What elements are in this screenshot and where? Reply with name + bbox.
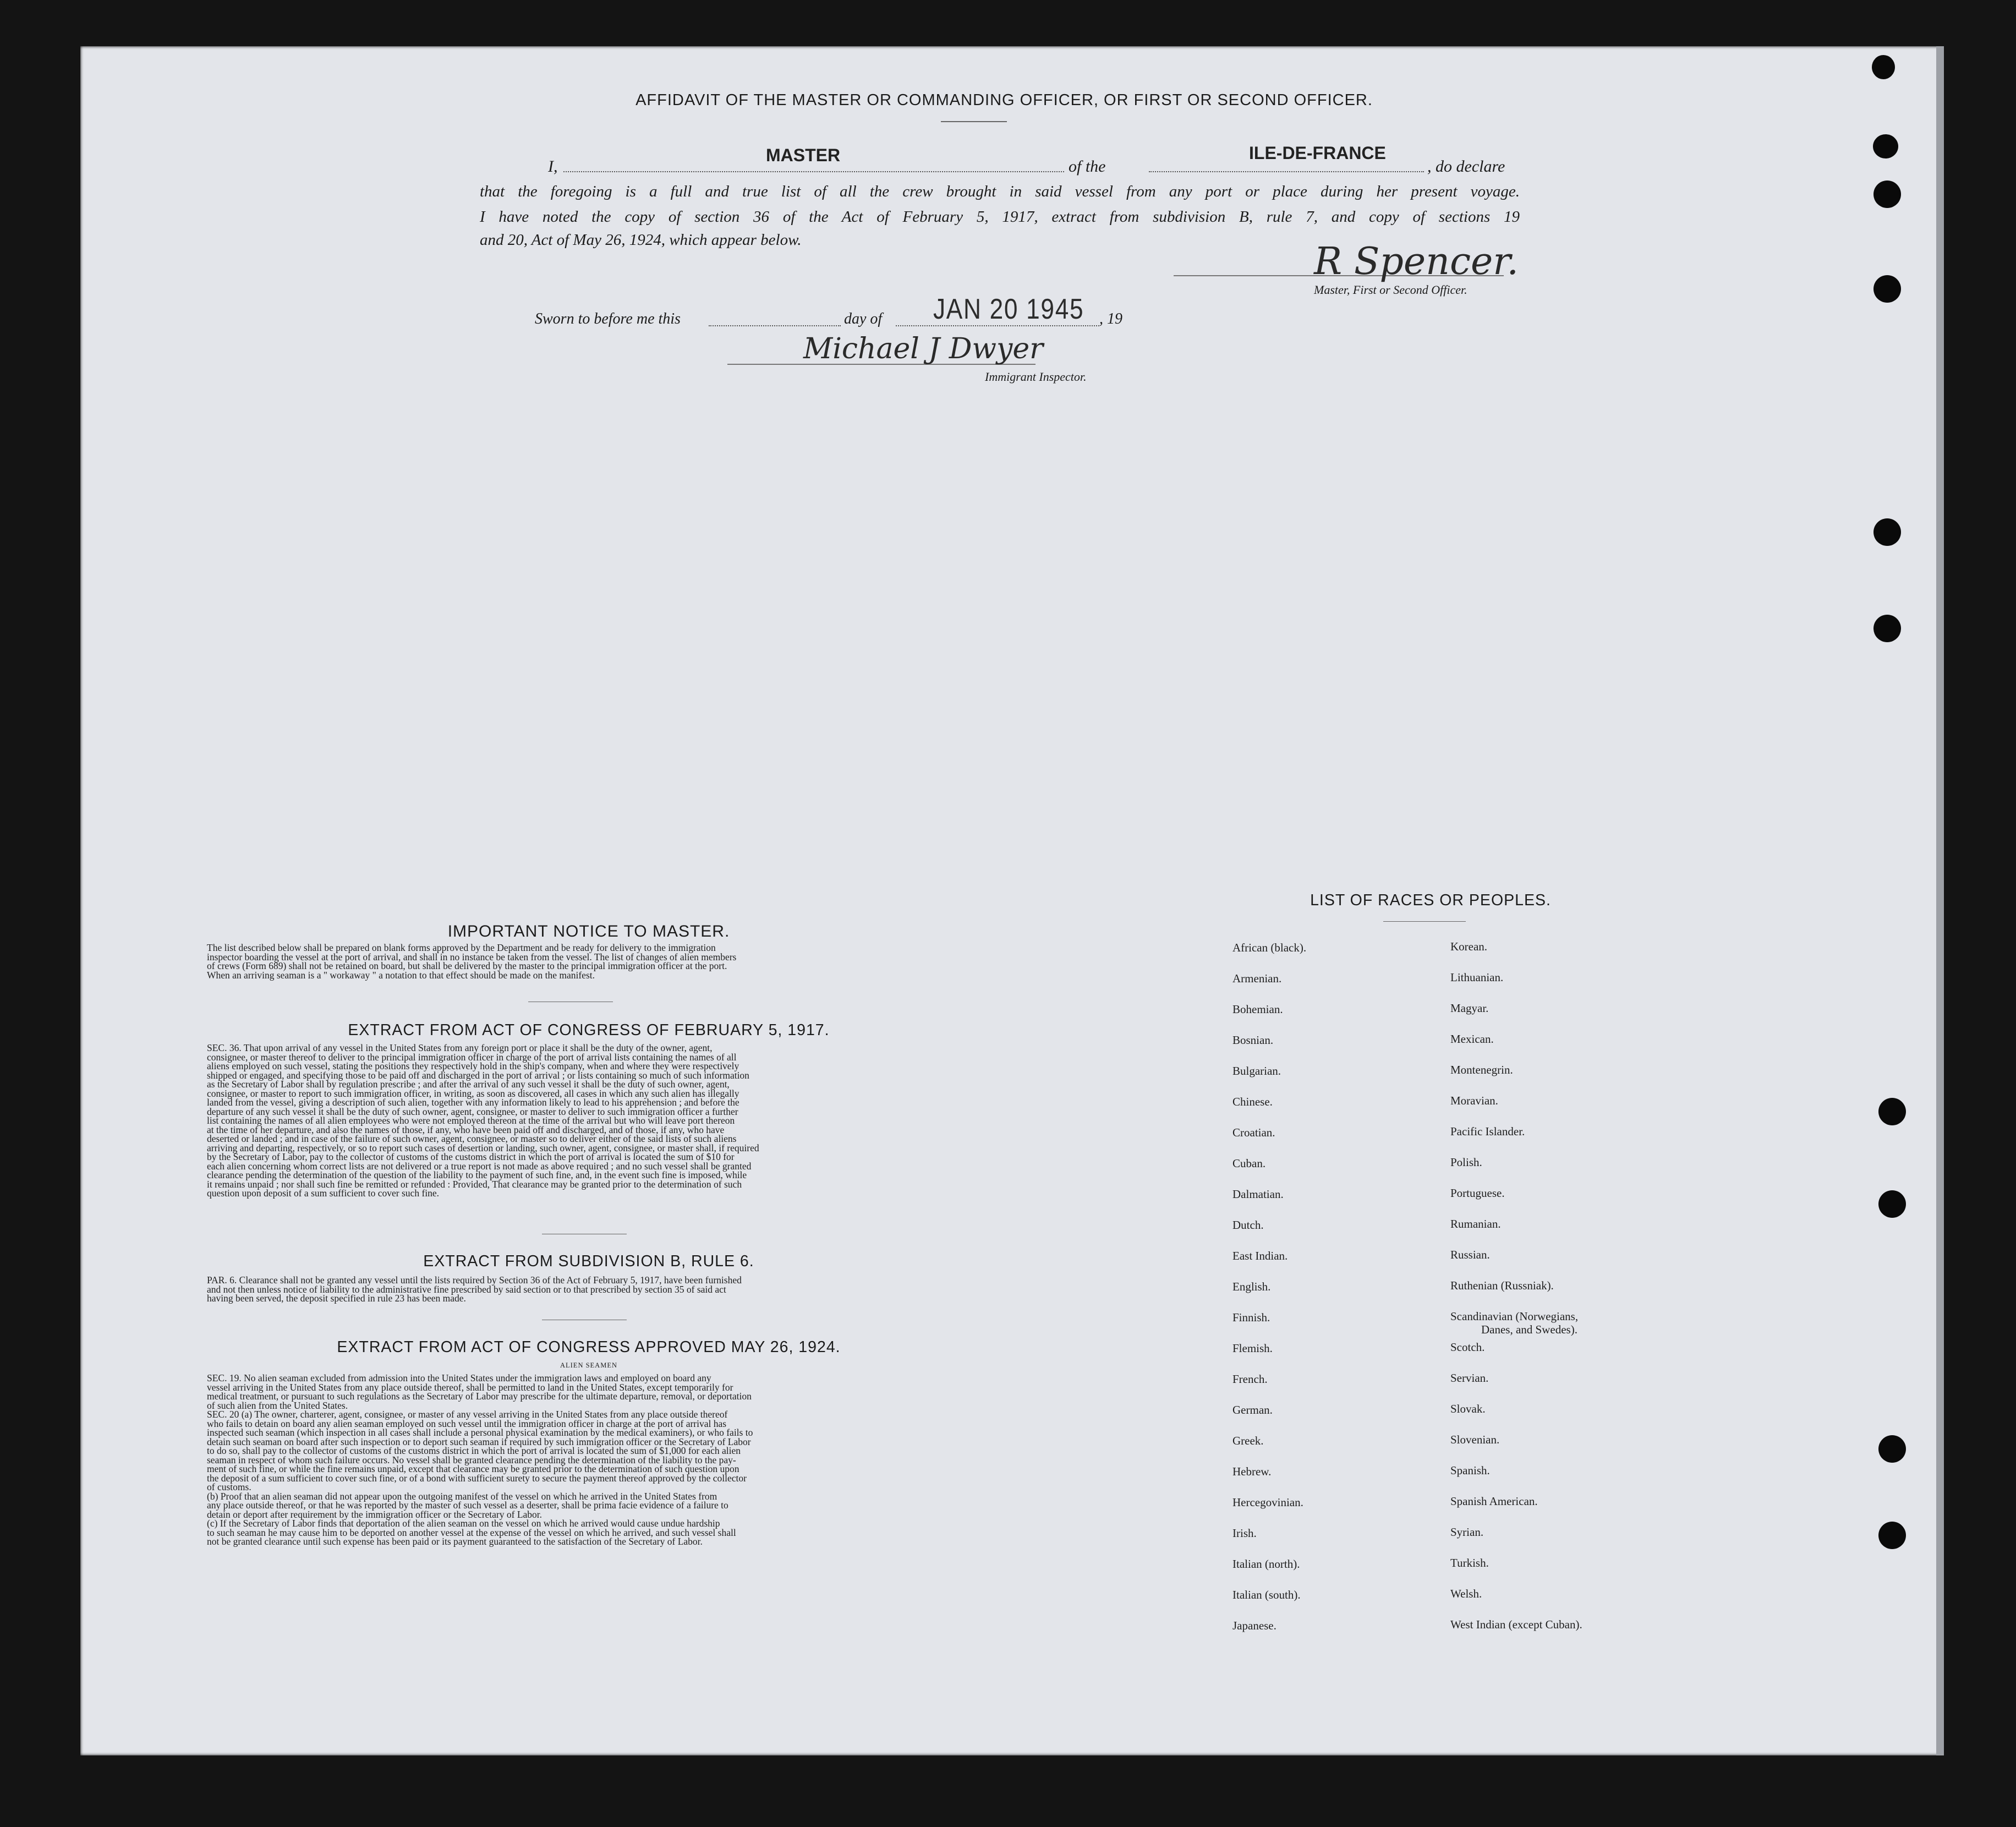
race-item: Flemish. [1232,1342,1273,1355]
extract-1917-line: arriving and departing, respectively, or so to report such cases of desertion or landing, such owner, agent, consignee, or master shall, if required [207,1142,759,1153]
day-of-label: day of [844,310,883,327]
race-item: Scandinavian (Norwegians, [1450,1310,1579,1323]
race-item: Finnish. [1232,1311,1270,1324]
race-item: Bosnian. [1232,1033,1274,1047]
race-item: Korean. [1450,940,1488,953]
race-item: Slovak. [1450,1402,1486,1415]
master-signature-caption: Master, First or Second Officer. [1314,283,1467,297]
title-underline [941,121,1007,122]
race-item: Russian. [1450,1248,1490,1261]
extract-1924-line: vessel arriving in the United States from any place outside thereof, shall be permitted to land in the United States, except temporarily for [207,1381,733,1393]
sworn-day-line [709,325,841,326]
race-item: Spanish American. [1450,1495,1538,1508]
extract-1917-line: SEC. 36. That upon arrival of any vessel in the United States from any foreign port or place it shall be the duty of the owner, agent, [207,1042,713,1053]
affidavit-title: AFFIDAVIT OF THE MASTER OR COMMANDING OFFICER, OR FIRST OR SECOND OFFICER. [636,91,1373,109]
race-item: Portuguese. [1450,1186,1505,1200]
extract-1917-line: consignee, or master thereof to deliver to the principal immigration officer in charge of the port of arrival lists containing the names of all [207,1051,737,1063]
notice-line: When an arriving seaman is a " workaway " a notation to that effect should be made on the manifest. [207,969,595,981]
race-item: Japanese. [1232,1619,1277,1632]
race-item: Turkish. [1450,1556,1489,1569]
notice-body [207,943,969,980]
race-item: Spanish. [1450,1464,1490,1477]
race-item: Montenegrin. [1450,1063,1513,1076]
notice-line: The list described below shall be prepared on blank forms approved by the Department and be ready for delivery to the immigration [207,942,716,953]
race-item: English. [1232,1280,1271,1293]
sworn-label: Sworn to before me this [535,310,681,327]
extract-1924-line: inspected such seaman (which inspection in all cases shall include a personal physical examination by the medical examiners), or who fails to [207,1427,753,1438]
extract-rule6-line: having been served, the deposit specified in rule 23 has been made. [207,1293,466,1304]
extract-1917-line: shipped or engaged, and specifying those to be paid off and discharged in the port of arrival ; or lists containing so much of such information [207,1069,749,1081]
vessel-field-line [1149,171,1424,172]
extract-1917-line: it remains unpaid ; nor shall such fine be remitted or refunded : Provided, That clearance may be granted prior to the determination of such [207,1178,742,1190]
of-the-label: of the [1069,157,1106,176]
binder-hole [1873,180,1901,208]
extract-1924-line: seaman in respect of whom such failure occurs. No vessel shall be granted clearance pending the determination of the liability to the pay- [207,1454,736,1465]
race-item: Chinese. [1232,1095,1273,1108]
binder-hole [1873,518,1901,546]
binder-hole [1878,1522,1906,1549]
binder-hole [1873,275,1901,303]
race-item: Armenian. [1232,972,1282,985]
race-item: Dutch. [1232,1218,1264,1232]
race-item: Irish. [1232,1527,1257,1540]
race-item: German. [1232,1403,1273,1416]
race-item: Hercegovinian. [1232,1496,1303,1509]
extract-rule6-body [207,1276,969,1303]
races-title-underline [1383,921,1466,922]
declaration-line-2: I have noted the copy of section 36 of the Act of February 5, 1917, extract from subdivision B, rule 7, and copy of sections 19 [480,208,1520,226]
extract-1924-line: (b) Proof that an alien seaman did not appear upon the outgoing manifest of the vessel on which he arrived in the United States from [207,1490,717,1502]
race-item: East Indian. [1232,1249,1288,1262]
inspector-caption: Immigrant Inspector. [985,370,1087,384]
master-field-line [563,171,1064,172]
notice-line: inspector boarding the vessel at the port of arrival, and shall in no instance be taken from the vessel. The list of changes of alien members [207,951,737,962]
race-item: Ruthenian (Russniak). [1450,1279,1554,1292]
race-item: French. [1232,1372,1268,1386]
race-item: Dalmatian. [1232,1188,1284,1201]
race-item: Greek. [1232,1434,1264,1447]
extract-1924-subtitle: ALIEN SEAMEN [560,1361,617,1369]
race-item-continuation: Danes, and Swedes). [1481,1323,1577,1336]
notice-line: of crews (Form 689) shall not be retained on board, but shall be delivered by the master to the principal immigration officer at the port. [207,960,727,971]
extract-rule6-line: PAR. 6. Clearance shall not be granted any vessel until the lists required by Section 36 of the Act of February 5, 1917, have been furnished [207,1274,742,1286]
races-title: LIST OF RACES OR PEOPLES. [1310,891,1551,909]
race-item: Cuban. [1232,1157,1266,1170]
extract-1917-title: EXTRACT FROM ACT OF CONGRESS OF FEBRUARY 5, 1917. [348,1021,830,1039]
extract-1917-line: as the Secretary of Labor shall by regulation prescribe ; and after the arrival of any such vessel it shall be the duty of such owner, agent, [207,1079,730,1090]
declaration-line-3: and 20, Act of May 26, 1924, which appear below. [480,231,802,249]
extract-1924-line: the deposit of a sum sufficient to cover such fine, or of a bond with sufficient surety to secure the payment thereof approved by the collector [207,1472,747,1484]
extract-1917-body [207,1043,969,1198]
extract-1924-line: detain such seaman on board after such inspection or to deport such seaman if required by such immigration officer or the Secretary of Labor [207,1436,751,1447]
declaration-line-1: that the foregoing is a full and true list of all the crew brought in said vessel from any port or place during her present voyage. [480,183,1520,200]
race-item: African (black). [1232,941,1307,954]
extract-1924-body [207,1374,969,1546]
extract-1917-line: question upon deposit of a sum sufficient to cover such fine. [207,1188,440,1199]
extract-1924-line: (c) If the Secretary of Labor finds that deportation of the alien seaman on the vessel on which he arrived would cause undue hardship [207,1518,720,1529]
race-item: Rumanian. [1450,1217,1501,1230]
race-item: Lithuanian. [1450,971,1504,984]
extract-1917-line: landed from the vessel, giving a description of such alien, together with any information likely to lead to his apprehension ; and before the [207,1097,739,1108]
extract-1917-line: consignee, or master to report to such immigration officer, in writing, as soon as discovered, all cases in which any such alien has illegally [207,1087,739,1099]
race-item: Mexican. [1450,1032,1494,1046]
binder-hole [1878,1190,1906,1218]
race-item: Scotch. [1450,1341,1485,1354]
extract-1917-line: departure of any such vessel it shall be the duty of such owner, agent, consignee, or master to deliver to such immigration officer a further [207,1106,738,1117]
inspector-signature: Michael J Dwyer [803,332,1044,365]
extract-1924-line: SEC. 19. No alien seaman excluded from admission into the United States under the immigration laws and employed on board any [207,1372,711,1383]
extract-rule6-line: and not then unless notice of liability to the administrative fine prescribed by said section or to that prescribed by section 35 of said act [207,1283,726,1295]
race-item: Italian (south). [1232,1588,1301,1601]
extract-1917-line: list containing the names of all alien employees who were not employed thereon at the time of the arrival but who will leave port thereon [207,1115,735,1126]
race-item: Magyar. [1450,1002,1489,1015]
extract-1917-line: at the time of her departure, and also the names of those, if any, who have been paid off and discharged, and of those, if any, who have [207,1124,725,1135]
extract-1924-line: to such seaman he may cause him to be deported on another vessel at the expense of the vessel on which he arrived, and such vessel shall [207,1527,736,1538]
race-item: Hebrew. [1232,1465,1272,1478]
binder-hole [1878,1435,1906,1463]
extract-1924-line: of such alien from the United States. [207,1399,348,1411]
race-item: Welsh. [1450,1587,1482,1600]
year-prefix: , 19 [1099,310,1122,327]
extract-1924-title: EXTRACT FROM ACT OF CONGRESS APPROVED MAY 26, 1924. [337,1338,841,1356]
extract-1924-line: not be granted clearance until such expense has been paid or its payment guaranteed to the satisfaction of the Secretary of Labor. [207,1536,703,1547]
extract-1917-line: aliens employed on such vessel, stating the positions they respectively hold in the ship's company, when and where they were respectively [207,1060,739,1071]
binder-hole [1872,55,1895,79]
race-item: Moravian. [1450,1094,1498,1107]
race-item: Slovenian. [1450,1433,1500,1446]
binder-hole [1873,615,1901,642]
extract-1924-line: detain or deport after requirement by the immigration officer or the Secretary of Labor. [207,1508,543,1520]
race-item: Bohemian. [1232,1003,1283,1016]
extract-1924-line: to do so, shall pay to the collector of customs of the customs district in which the port of arrival is located the sum of $1,000 for each alien [207,1445,741,1456]
race-item: Polish. [1450,1156,1482,1169]
binder-hole [1878,1098,1906,1125]
race-item: Croatian. [1232,1126,1275,1139]
race-item: Syrian. [1450,1525,1484,1539]
extract-1924-line: SEC. 20 (a) The owner, charterer, agent, consignee, or master of any vessel arriving in the United States from any place outside thereof [207,1409,728,1420]
master-signature: R Spencer. [1314,240,1519,283]
extract-1924-line: medical treatment, or pursuant to such regulations as the Secretary of Labor may prescribe for the ultimate departure, removal, or deportation [207,1391,752,1402]
extract-rule6-title: EXTRACT FROM SUBDIVISION B, RULE 6. [423,1252,754,1270]
extract-1917-line: clearance pending the determination of the question of the liability to the payment of such fine, and, in the event such fine is imposed, while [207,1169,747,1180]
race-item: Servian. [1450,1371,1489,1385]
page-edge [1936,46,1944,1755]
race-item: Pacific Islander. [1450,1125,1525,1138]
race-item: West Indian (except Cuban). [1450,1618,1582,1631]
do-declare-label: , do declare [1427,157,1505,176]
binder-hole [1873,134,1898,158]
notice-title: IMPORTANT NOTICE TO MASTER. [447,922,730,940]
master-field-value: MASTER [766,145,841,165]
affidavit-i-label: I, [548,157,558,176]
vessel-field-value: ILE-DE-FRANCE [1249,143,1386,163]
extract-1924-line: ment of such fine, or while the fine remains unpaid, except that clearance may be granted prior to the determination of such question upon [207,1463,739,1474]
race-item: Bulgarian. [1232,1064,1281,1077]
date-stamp: JAN 20 1945 [933,293,1084,325]
extract-1917-line: deserted or landed ; and in case of the failure of such owner, agent, consignee, or master so to deliver either of the said lists of such aliens [207,1133,737,1144]
extract-1924-line: any place outside thereof, or that he was reported by the master of such vessel as a deserter, shall be prima facie evidence of a failure to [207,1500,728,1511]
extract-1924-line: of customs. [207,1481,251,1492]
extract-1924-line: who fails to detain on board any alien seaman employed on such vessel until the immigration officer in charge at the port of arrival has [207,1418,727,1429]
extract-1917-line: each alien concerning whom correct lists are not delivered or a true report is not made as above required ; and no such vessel shall be granted [207,1160,752,1172]
extract-1917-line: by the Secretary of Labor, pay to the collector of customs of the customs district in which the port of arrival is located the sum of $10 for [207,1151,735,1162]
race-item: Italian (north). [1232,1557,1300,1571]
